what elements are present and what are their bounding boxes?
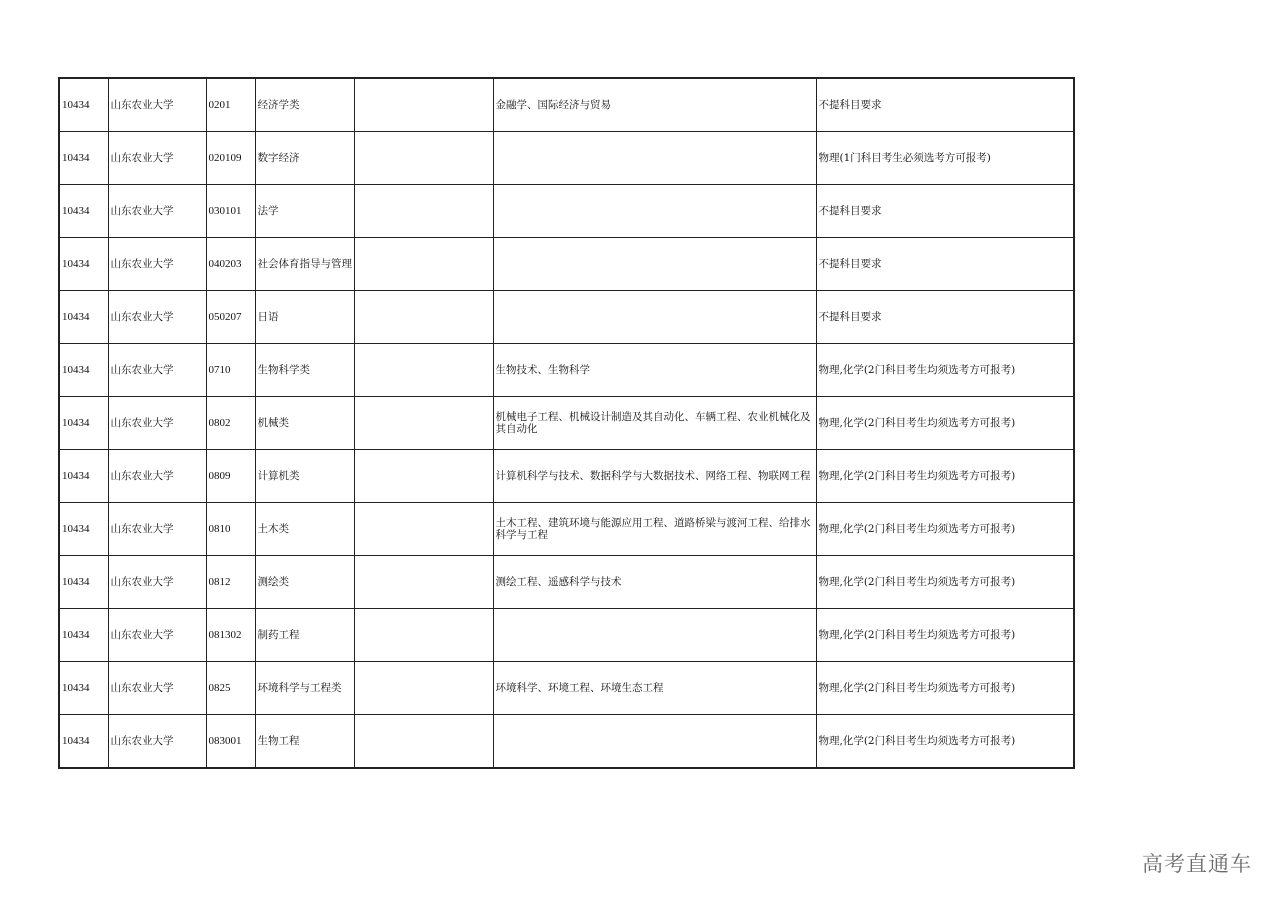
- school-code-cell: 10434: [59, 450, 108, 503]
- major-code-cell: 0810: [206, 503, 255, 556]
- school-code-cell: 10434: [59, 78, 108, 132]
- note-cell: [354, 78, 493, 132]
- table-row: [59, 556, 1074, 609]
- table-row: [59, 609, 1074, 662]
- subject-requirement-cell: 物理,化学(2门科目考生均须选考方可报考): [816, 715, 1074, 769]
- major-name-cell: 生物工程: [255, 715, 354, 769]
- major-name-cell: 数字经济: [255, 132, 354, 185]
- major-name-cell: 经济学类: [255, 78, 354, 132]
- major-name-cell: 社会体育指导与管理: [255, 238, 354, 291]
- table-row: [59, 238, 1074, 291]
- watermark-text: 高考直通车: [1142, 852, 1252, 876]
- included-majors-cell: [493, 132, 816, 185]
- included-majors-cell: [493, 715, 816, 769]
- school-name-cell: 山东农业大学: [108, 238, 206, 291]
- note-cell: [354, 715, 493, 769]
- table-row: [59, 78, 1074, 132]
- major-code-cell: 0710: [206, 344, 255, 397]
- table-body: [59, 78, 1074, 768]
- school-code-cell: 10434: [59, 238, 108, 291]
- school-name-cell: 山东农业大学: [108, 185, 206, 238]
- note-cell: [354, 132, 493, 185]
- subject-requirement-cell: 不提科目要求: [816, 238, 1074, 291]
- school-code-cell: 10434: [59, 397, 108, 450]
- included-majors-cell: [493, 291, 816, 344]
- major-code-cell: 0825: [206, 662, 255, 715]
- school-code-cell: 10434: [59, 503, 108, 556]
- included-majors-cell: 机械电子工程、机械设计制造及其自动化、车辆工程、农业机械化及其自动化: [493, 397, 816, 450]
- major-name-cell: 土木类: [255, 503, 354, 556]
- school-name-cell: 山东农业大学: [108, 397, 206, 450]
- table-row: [59, 291, 1074, 344]
- major-code-cell: 040203: [206, 238, 255, 291]
- major-name-cell: 生物科学类: [255, 344, 354, 397]
- note-cell: [354, 185, 493, 238]
- school-name-cell: 山东农业大学: [108, 556, 206, 609]
- major-name-cell: 制药工程: [255, 609, 354, 662]
- major-code-cell: 0812: [206, 556, 255, 609]
- school-name-cell: 山东农业大学: [108, 715, 206, 769]
- subject-requirement-cell: 物理,化学(2门科目考生均须选考方可报考): [816, 344, 1074, 397]
- major-name-cell: 计算机类: [255, 450, 354, 503]
- note-cell: [354, 291, 493, 344]
- included-majors-cell: 测绘工程、遥感科学与技术: [493, 556, 816, 609]
- major-code-cell: 050207: [206, 291, 255, 344]
- school-name-cell: 山东农业大学: [108, 344, 206, 397]
- major-name-cell: 法学: [255, 185, 354, 238]
- school-name-cell: 山东农业大学: [108, 132, 206, 185]
- table-row: [59, 662, 1074, 715]
- included-majors-cell: 土木工程、建筑环境与能源应用工程、道路桥梁与渡河工程、给排水科学与工程: [493, 503, 816, 556]
- major-code-cell: 030101: [206, 185, 255, 238]
- major-name-cell: 日语: [255, 291, 354, 344]
- major-name-cell: 机械类: [255, 397, 354, 450]
- table-row: [59, 132, 1074, 185]
- table-row: [59, 715, 1074, 769]
- major-code-cell: 0809: [206, 450, 255, 503]
- included-majors-cell: [493, 185, 816, 238]
- school-code-cell: 10434: [59, 185, 108, 238]
- school-code-cell: 10434: [59, 609, 108, 662]
- subject-requirement-cell: 物理(1门科目考生必须选考方可报考): [816, 132, 1074, 185]
- school-code-cell: 10434: [59, 132, 108, 185]
- major-code-cell: 0201: [206, 78, 255, 132]
- major-code-cell: 0802: [206, 397, 255, 450]
- major-code-cell: 081302: [206, 609, 255, 662]
- note-cell: [354, 450, 493, 503]
- note-cell: [354, 609, 493, 662]
- school-code-cell: 10434: [59, 291, 108, 344]
- subject-requirement-cell: 物理,化学(2门科目考生均须选考方可报考): [816, 556, 1074, 609]
- note-cell: [354, 397, 493, 450]
- note-cell: [354, 503, 493, 556]
- table-row: [59, 450, 1074, 503]
- school-name-cell: 山东农业大学: [108, 291, 206, 344]
- table-row: [59, 503, 1074, 556]
- included-majors-cell: 生物技术、生物科学: [493, 344, 816, 397]
- major-name-cell: 环境科学与工程类: [255, 662, 354, 715]
- included-majors-cell: [493, 609, 816, 662]
- subject-requirement-cell: 物理,化学(2门科目考生均须选考方可报考): [816, 450, 1074, 503]
- included-majors-cell: 环境科学、环境工程、环境生态工程: [493, 662, 816, 715]
- school-name-cell: 山东农业大学: [108, 450, 206, 503]
- note-cell: [354, 556, 493, 609]
- note-cell: [354, 344, 493, 397]
- table-row: [59, 344, 1074, 397]
- subject-requirement-cell: 物理,化学(2门科目考生均须选考方可报考): [816, 609, 1074, 662]
- school-code-cell: 10434: [59, 662, 108, 715]
- note-cell: [354, 238, 493, 291]
- included-majors-cell: 金融学、国际经济与贸易: [493, 78, 816, 132]
- included-majors-cell: 计算机科学与技术、数据科学与大数据技术、网络工程、物联网工程: [493, 450, 816, 503]
- major-name-cell: 测绘类: [255, 556, 354, 609]
- school-code-cell: 10434: [59, 556, 108, 609]
- subject-requirement-cell: 不提科目要求: [816, 291, 1074, 344]
- requirements-table: [58, 77, 1075, 769]
- subject-requirement-cell: 不提科目要求: [816, 78, 1074, 132]
- school-code-cell: 10434: [59, 344, 108, 397]
- school-name-cell: 山东农业大学: [108, 503, 206, 556]
- school-name-cell: 山东农业大学: [108, 78, 206, 132]
- major-code-cell: 020109: [206, 132, 255, 185]
- school-name-cell: 山东农业大学: [108, 609, 206, 662]
- major-code-cell: 083001: [206, 715, 255, 769]
- school-name-cell: 山东农业大学: [108, 662, 206, 715]
- subject-requirement-cell: 不提科目要求: [816, 185, 1074, 238]
- included-majors-cell: [493, 238, 816, 291]
- note-cell: [354, 662, 493, 715]
- school-code-cell: 10434: [59, 715, 108, 769]
- subject-requirement-cell: 物理,化学(2门科目考生均须选考方可报考): [816, 662, 1074, 715]
- subject-requirement-cell: 物理,化学(2门科目考生均须选考方可报考): [816, 397, 1074, 450]
- subject-requirement-cell: 物理,化学(2门科目考生均须选考方可报考): [816, 503, 1074, 556]
- table-row: [59, 397, 1074, 450]
- table-row: [59, 185, 1074, 238]
